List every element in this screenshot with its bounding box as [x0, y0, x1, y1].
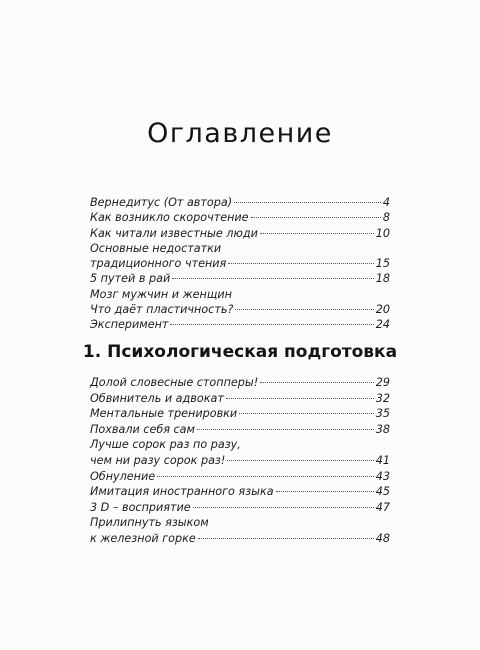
toc-page-number: 45	[375, 485, 390, 499]
toc-line	[90, 470, 390, 486]
toc-page-number: 41	[375, 453, 390, 467]
dot-leader	[170, 324, 373, 325]
toc-intro	[90, 196, 390, 334]
toc-entry	[90, 470, 390, 486]
toc-entry-title: Эксперимент	[90, 318, 169, 332]
toc-entry	[90, 211, 390, 226]
toc-page-number: 48	[375, 531, 390, 545]
dot-leader	[234, 202, 381, 203]
toc-page-number: 24	[375, 318, 390, 332]
toc-entry-title: традиционного чтения	[90, 257, 227, 271]
toc-entry-title: Обнуление	[90, 469, 156, 483]
toc-line	[90, 501, 390, 517]
toc-page-number: 8	[382, 211, 390, 225]
toc-entry-title: Мозг мужчин и женщин	[90, 287, 232, 301]
dot-leader	[239, 413, 374, 414]
toc-entry-title: Похвали себя сам	[90, 422, 195, 436]
dot-leader	[260, 382, 374, 383]
toc-entry	[90, 501, 390, 517]
dot-leader	[198, 538, 374, 539]
toc-line	[90, 211, 390, 226]
toc-line	[90, 392, 390, 408]
toc-page-number: 15	[375, 257, 390, 271]
toc-entry	[90, 407, 390, 423]
toc-entry	[90, 376, 390, 392]
toc-section-1	[90, 376, 390, 548]
toc-line	[90, 407, 390, 423]
toc-entry-title: Вернедитус (От автора)	[90, 196, 233, 209]
toc-page-number: 4	[382, 196, 390, 209]
toc-entry-title: Имитация иностранного языка	[90, 485, 274, 499]
toc-line	[90, 288, 390, 303]
toc-entry-title: Долой словесные стопперы!	[90, 376, 259, 389]
dot-leader	[172, 278, 374, 279]
toc-entry	[90, 485, 390, 501]
toc-entry	[90, 227, 390, 242]
toc-entry	[90, 392, 390, 408]
toc-page-number: 43	[375, 469, 390, 483]
toc-page-number: 10	[375, 226, 390, 240]
dot-leader	[276, 491, 374, 492]
toc-entry	[90, 516, 390, 547]
toc-entry-title: Лучше сорок раз по разу,	[90, 438, 241, 452]
toc-line	[90, 423, 390, 439]
toc-entry-title: 3 D – восприятие	[90, 500, 191, 514]
toc-line	[90, 272, 390, 287]
toc-line	[90, 376, 390, 392]
dot-leader	[228, 263, 373, 264]
toc-page-number: 18	[375, 272, 390, 286]
toc-entry-title: Ментальные тренировки	[90, 407, 238, 421]
dot-leader	[197, 429, 374, 430]
dot-leader	[193, 507, 374, 508]
toc-entry-title: к железной горке	[90, 531, 196, 545]
dot-leader	[157, 476, 374, 477]
page-title: Оглавление	[147, 118, 333, 149]
toc-line	[90, 227, 390, 242]
toc-page-number: 32	[375, 391, 390, 405]
toc-entry-title: Основные недостатки	[90, 241, 222, 255]
toc-page-number: 35	[375, 407, 390, 421]
toc-line	[90, 196, 390, 211]
toc-line	[90, 438, 390, 454]
toc-line	[90, 303, 390, 318]
toc-entry-title: Прилипнуть языком	[90, 516, 209, 530]
toc-entry-title: Что даёт пластичность?	[90, 303, 234, 317]
toc-page-number: 47	[375, 500, 390, 514]
dot-leader	[235, 309, 373, 310]
toc-line	[90, 454, 390, 470]
toc-line	[90, 516, 390, 532]
dot-leader	[260, 233, 374, 234]
section-title: 1. Психологическая подготовка	[82, 342, 398, 362]
toc-line	[90, 532, 390, 548]
toc-entry	[90, 196, 390, 211]
toc-entry-title: Как читали известные люди	[90, 226, 258, 240]
dot-leader	[227, 460, 373, 461]
toc-page-number: 20	[375, 303, 390, 317]
toc-line	[90, 485, 390, 501]
toc-entry-title: Обвинитель и адвокат	[90, 391, 224, 405]
toc-entry	[90, 288, 390, 319]
toc-entry	[90, 272, 390, 287]
dot-leader	[251, 217, 381, 218]
dot-leader	[226, 398, 374, 399]
toc-page-number: 29	[375, 376, 390, 389]
toc-entry	[90, 318, 390, 333]
toc-page-number: 38	[375, 422, 390, 436]
toc-entry-title: 5 путей в рай	[90, 272, 171, 286]
toc-entry-title: Как возникло скорочтение	[90, 211, 249, 225]
toc-entry	[90, 423, 390, 439]
toc-entry	[90, 438, 390, 469]
toc-entry-title: чем ни разу сорок раз!	[90, 453, 226, 467]
toc-line	[90, 257, 390, 272]
toc-line	[90, 242, 390, 257]
toc-line	[90, 318, 390, 333]
toc-entry	[90, 242, 390, 273]
